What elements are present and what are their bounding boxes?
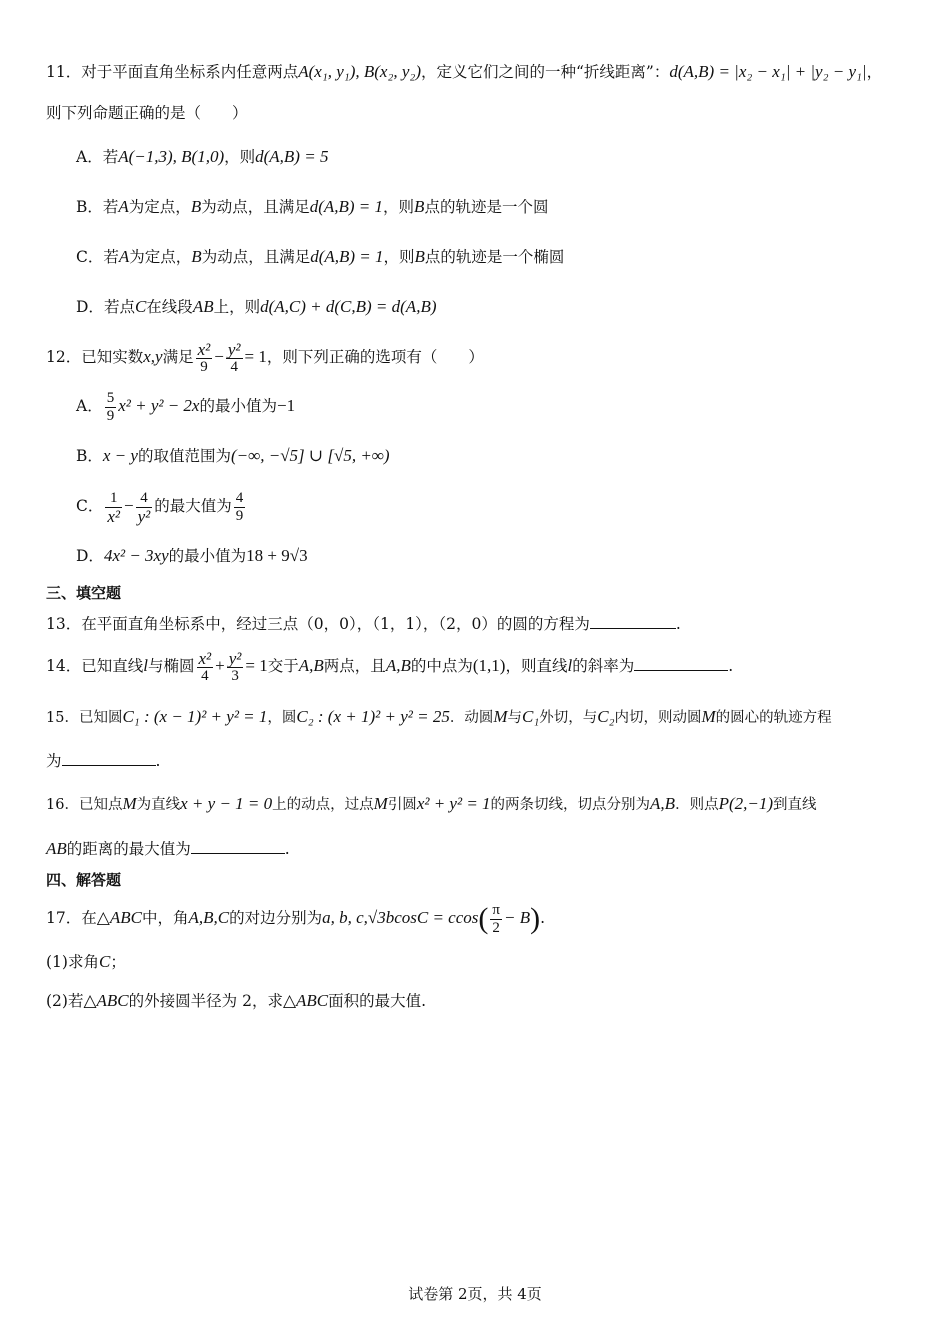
fraction: $\frac{\text{y²}}{3}$ [228, 648, 242, 684]
q17-stem: 17．在△ABC中，角A,B,C的对边分别为a, b, c,√3bcosC = ccos( $\frac{\pi}{2}$ − B). [46, 901, 546, 936]
q14: 14．已知直线l与椭圆 $\frac{\text{x²}}{4}$ + $\frac{\text{y²}}{3}$ = 1交于A,B两点，且A,B的中点为(1,1)，则直线l的斜率为 . [46, 648, 734, 684]
answer-blank[interactable] [590, 612, 676, 629]
q12-option-d: D．4x² − 3xy的最小值为18 + 9√3 [76, 546, 308, 565]
q11-formula: d(A,B) = |x₂ − x₁| + |y₂ − y₁| [669, 62, 867, 81]
q13-number: 13． [46, 615, 82, 633]
q17-number: 17． [46, 909, 82, 927]
q14-number: 14． [46, 657, 82, 675]
q15-number: 15． [46, 710, 79, 726]
answer-blank[interactable] [634, 654, 728, 671]
q11-number: 11． [46, 63, 82, 81]
q16-number: 16． [46, 797, 79, 813]
answer-blank[interactable] [191, 837, 285, 854]
fraction: $\frac{5}{9}$ [106, 389, 115, 424]
section-answer-questions: 四、解答题 [46, 871, 122, 889]
q11-line2: 则下列命题正确的是（ ） [46, 104, 248, 122]
q17-part2: (2)若△ABC的外接圆半径为 2，求△ABC面积的最大值. [46, 991, 427, 1010]
q12-option-c: C． $\frac{1}{\text{x²}}$ − $\frac{4}{\text{y²}}$ 的最大值为 $\frac{4}{9}$ [76, 489, 244, 526]
fraction: $\frac{\text{y²}}{4}$ [227, 339, 241, 375]
fraction: $\frac{\pi}{2}$ [492, 901, 500, 936]
fraction: $\frac{\text{x²}}{4}$ [198, 648, 212, 684]
q12-option-a: A． $\frac{5}{9}$ x² + y² − 2x的最小值为−1 [76, 389, 296, 424]
q15-line2: 为 . [46, 749, 910, 773]
answer-blank[interactable] [62, 749, 156, 766]
fraction: $\frac{\text{x²}}{9}$ [197, 339, 211, 375]
q16-line1: 16．已知点M为直线x + y − 1 = 0上的动点，过点M引圆x² + y² = 1的两条切线，切点分别为A,B．则点P(2,−1)到直线 [46, 794, 817, 813]
q12-option-b: B．x − y的取值范围为(−∞, −√5] ∪ [√5, +∞) [76, 446, 390, 465]
q11-option-a: A．若A(−1,3), B(1,0)，则d(A,B) = 5 [76, 147, 329, 166]
q15-line1: 15．已知圆C₁ : (x − 1)² + y² = 1，圆C₂ : (x + 1)² + y² = 25．动圆M与C₁外切，与C₂内切，则动圆M的圆心的轨迹方程 [46, 707, 832, 726]
q16-line2: AB的距离的最大值为 . [46, 839, 290, 858]
q13: 13．在平面直角坐标系中，经过三点（0，0），（1，1），（2，0）的圆的方程为 . [46, 612, 910, 636]
q11-option-d: D．若点C在线段AB上，则d(A,C) + d(C,B) = d(A,B) [76, 297, 437, 316]
q11-line1: 11．对于平面直角坐标系内任意两点A(x₁, y₁), B(x₂, y₂)，定义它们之间的一种“折线距离”：d(A,B) = |x₂ − x₁| + |y₂ − y₁|， [46, 62, 883, 81]
q11-option-c: C．若A为定点，B为动点，且满足d(A,B) = 1，则B点的轨迹是一个椭圆 [76, 247, 565, 266]
section-fill-in: 三、填空题 [46, 584, 122, 602]
q11-option-b: B．若A为定点，B为动点，且满足d(A,B) = 1，则B点的轨迹是一个圆 [76, 197, 549, 216]
q12-stem: 12．已知实数x,y满足 $\frac{\text{x²}}{9}$ − $\frac{\text{y²}}{4}$ = 1，则下列正确的选项有（ ） [46, 339, 484, 375]
q17-part1: (1)求角C； [46, 952, 126, 971]
fraction: $\frac{4}{\text{y²}}$ [137, 489, 151, 526]
fraction: $\frac{1}{\text{x²}}$ [107, 489, 121, 526]
q12-number: 12． [46, 348, 82, 366]
fraction: $\frac{4}{9}$ [235, 489, 244, 524]
page-footer: 试卷第 2页，共 4页 [408, 1285, 542, 1303]
